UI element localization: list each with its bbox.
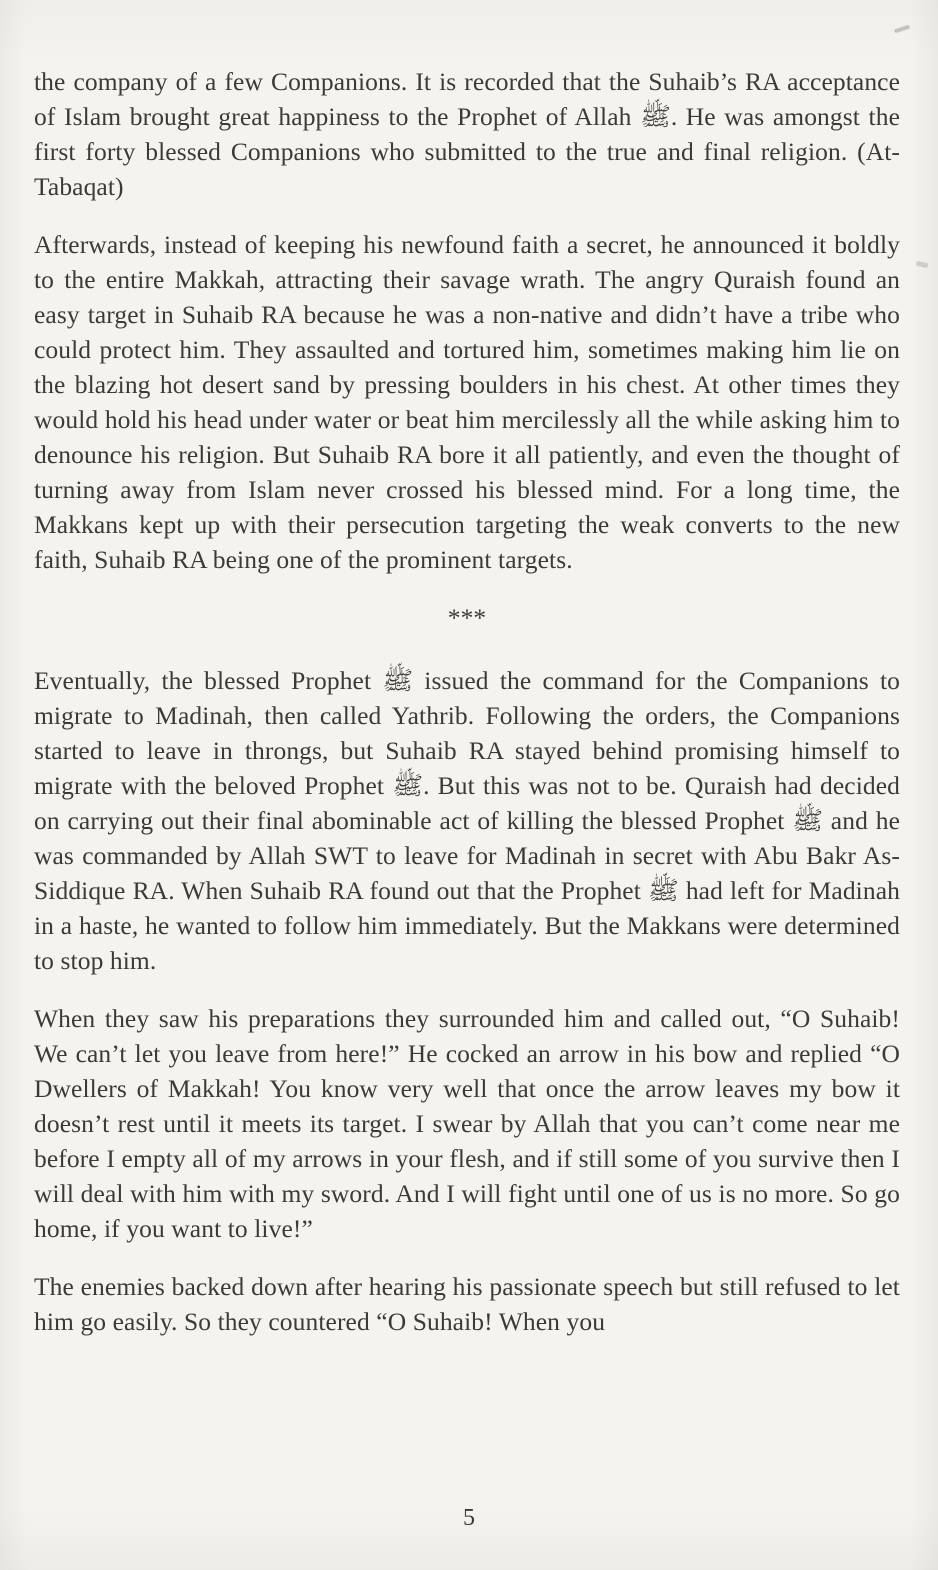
scan-artifact [894, 25, 910, 34]
section-separator: *** [447, 603, 487, 632]
page-body [34, 64, 900, 1362]
scan-artifact [916, 261, 929, 268]
body-paragraph: Eventually, the blessed Prophet ﷺ issued the command for the Companions to migrate to Madinah, then called Yathrib. Following the orders, the Companions started to leave in throngs, but Suhaib RA stayed behind promising himself to migrate with the beloved Prophet ﷺ. But this was not to be. Quraish had decided on carrying out their final abominable act of killing the blessed Prophet ﷺ and he was commanded by Allah SWT to leave for Madinah in secret with Abu Bakr As-Siddique RA. When Suhaib RA found out that the Prophet ﷺ had left for Madinah in a haste, he wanted to follow him immediately. But the Makkans were determined to stop him. [34, 666, 900, 975]
page-number: 5 [463, 1505, 475, 1531]
body-paragraph: When they saw his preparations they surrounded him and called out, “O Suhaib! We can’t let you leave from here!” He cocked an arrow in his bow and replied “O Dwellers of Makkah! You know very well that once the arrow leaves my bow it doesn’t rest until it meets its target. I swear by Allah that you can’t come near me before I empty all of my arrows in your flesh, and if still some of you survive then I will deal with him with my sword. And I will fight until one of us is no more. So go home, if you want to live!” [34, 1004, 900, 1243]
body-paragraph: The enemies backed down after hearing his passionate speech but still refused to let him go easily. So they countered “O Suhaib! When you [34, 1272, 900, 1336]
body-paragraph: the company of a few Companions. It is recorded that the Suhaib’s RA acceptance of Islam brought great happiness to the Prophet of Allah ﷺ. He was amongst the first forty blessed Companions who submitted to the true and final religion. (At-Tabaqat) [34, 67, 900, 201]
body-paragraph: Afterwards, instead of keeping his newfound faith a secret, he announced it boldly to the entire Makkah, attracting their savage wrath. The angry Quraish found an easy target in Suhaib RA because he was a non-native and didn’t have a tribe who could protect him. They assaulted and tortured him, sometimes making him lie on the blazing hot desert sand by pressing boulders in his chest. At other times they would hold his head under water or beat him mercilessly all the while asking him to denounce his religion. But Suhaib RA bore it all patiently, and even the thought of turning away from Islam never crossed his blessed mind. For a long time, the Makkans kept up with their persecution targeting the weak converts to the new faith, Suhaib RA being one of the prominent targets. [34, 230, 900, 574]
